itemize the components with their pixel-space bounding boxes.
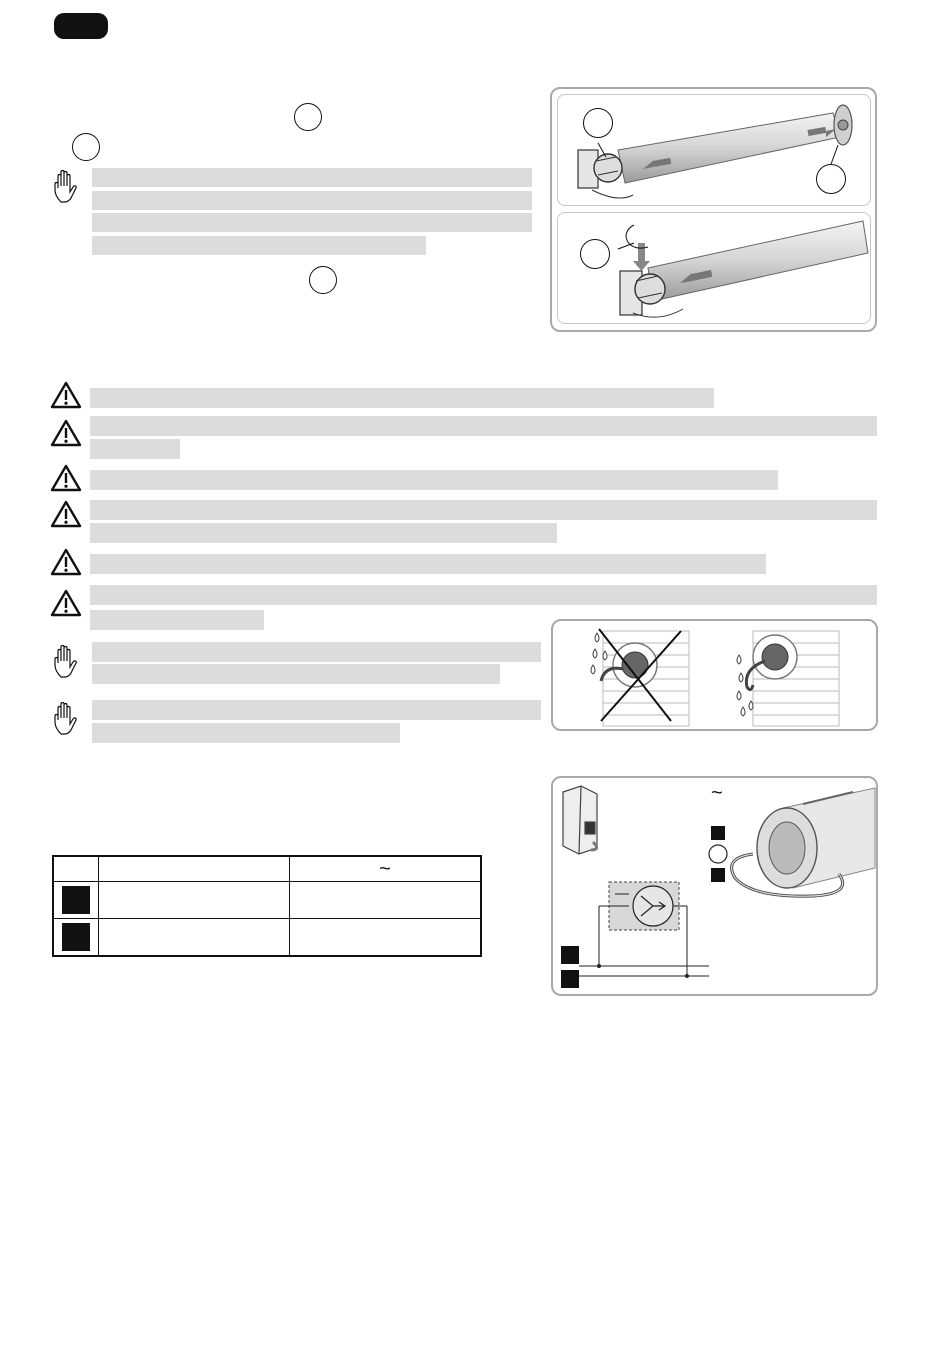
wiring-table-header-cell-2 bbox=[290, 856, 482, 882]
warning-triangle-icon bbox=[50, 381, 82, 409]
hand-caution-icon bbox=[52, 168, 82, 204]
hand-note-line-1 bbox=[92, 168, 532, 187]
hand-caution-icon bbox=[52, 643, 82, 679]
hand-caution-icon bbox=[52, 700, 82, 736]
hand-note-2-line-1 bbox=[92, 642, 541, 662]
warning-triangle-icon bbox=[50, 589, 82, 617]
figure-wiring-diagram bbox=[551, 776, 878, 996]
wiring-table-header bbox=[53, 856, 481, 882]
warning-3-line-1 bbox=[90, 470, 778, 490]
callout-circle-c bbox=[309, 266, 337, 294]
figure-callout-3 bbox=[580, 239, 610, 269]
wire-color-key-cell bbox=[53, 919, 99, 957]
wire-color-key-cell bbox=[53, 882, 99, 919]
circuit-breaker-icon bbox=[563, 786, 597, 854]
hand-note-line-3 bbox=[92, 213, 532, 232]
warning-5-line-1 bbox=[90, 554, 766, 574]
table-row bbox=[53, 882, 481, 919]
warning-triangle-icon bbox=[50, 500, 82, 528]
wire-description-cell bbox=[99, 882, 290, 919]
warning-6-line-1 bbox=[90, 585, 877, 605]
hand-note-line-4 bbox=[92, 236, 426, 255]
warning-triangle-icon bbox=[50, 548, 82, 576]
page-tab bbox=[54, 13, 108, 39]
callout-circle-a bbox=[294, 103, 322, 131]
figure-cable-drip-loop bbox=[551, 619, 878, 731]
callout-circle-b bbox=[72, 133, 100, 161]
wiring-table-header-cell-0 bbox=[53, 856, 99, 882]
warning-1-line-1 bbox=[90, 388, 714, 408]
hand-note-3-line-2 bbox=[92, 723, 400, 743]
figure-callout-1 bbox=[583, 108, 613, 138]
wire-value-cell bbox=[290, 919, 482, 957]
warning-6-line-2 bbox=[90, 610, 264, 630]
warning-2-line-2 bbox=[90, 439, 180, 459]
wiring-table bbox=[52, 855, 482, 957]
wire-description-cell bbox=[99, 919, 290, 957]
wire-color-swatch bbox=[62, 923, 90, 951]
warning-4-line-1 bbox=[90, 500, 877, 520]
figure-tube-install-step2 bbox=[557, 212, 871, 324]
warning-2-line-1 bbox=[90, 416, 877, 436]
warning-4-line-2 bbox=[90, 523, 557, 543]
warning-triangle-icon bbox=[50, 464, 82, 492]
wiring-table-header-cell-1 bbox=[99, 856, 290, 882]
figure-callout-2 bbox=[816, 164, 846, 194]
warning-triangle-icon bbox=[50, 419, 82, 447]
ac-tilde-icon: ~ bbox=[379, 858, 391, 880]
hand-note-line-2 bbox=[92, 191, 532, 210]
ac-tilde-icon: ~ bbox=[711, 782, 723, 804]
hand-note-3-line-1 bbox=[92, 700, 541, 720]
wire-value-cell bbox=[290, 882, 482, 919]
table-row bbox=[53, 919, 481, 957]
figure-tube-install bbox=[550, 87, 877, 332]
wire-color-swatch bbox=[62, 886, 90, 914]
hand-note-2-line-2 bbox=[92, 664, 500, 684]
